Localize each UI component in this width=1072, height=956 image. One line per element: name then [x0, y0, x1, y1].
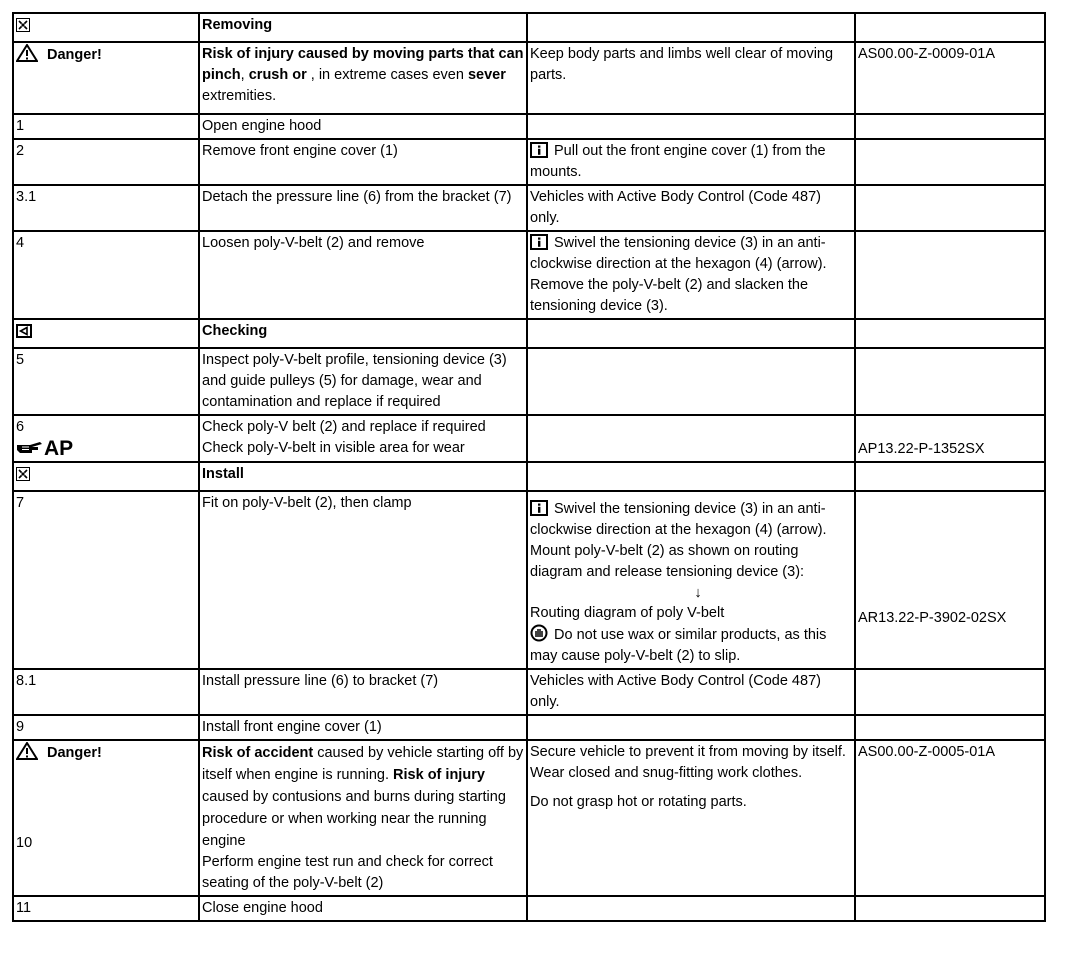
danger-row — [13, 42, 1045, 114]
step-number: 3.1 — [13, 185, 199, 231]
removing-icon — [16, 18, 30, 32]
step-number: 5 — [13, 348, 199, 415]
section-icon-cell — [13, 13, 199, 42]
routing-diagram-label: Routing diagram of poly V-belt — [530, 605, 725, 621]
step-row — [13, 896, 1045, 921]
step-text: Inspect poly-V-belt profile, tensioning device (3) and guide pulleys (5) for damage, wear and contamination and replace if required — [199, 348, 527, 415]
step-note: Swivel the tensioning device (3) in an anti-clockwise direction at the hexagon (4) (arrow). Remove the poly-V-belt (2) and slacken the tensioning device (3). — [530, 235, 827, 314]
step-note: Swivel the tensioning device (3) in an anti-clockwise direction at the hexagon (4) (arrow). Mount poly-V-belt (2) as shown on routing diagram and release tensioning device (3): — [530, 501, 827, 580]
danger-label: Danger! — [47, 47, 102, 63]
section-title: Removing — [199, 13, 527, 42]
danger-text: Risk of accident caused by vehicle starting off by itself when engine is running. Risk of injury caused by contusions and burns during starting procedure or when working near the running engine — [202, 745, 524, 849]
checking-icon — [16, 324, 32, 338]
step-note: Pull out the front engine cover (1) from the mounts. — [530, 143, 826, 180]
info-icon — [530, 234, 548, 250]
step-text: Install pressure line (6) to bracket (7) — [199, 669, 527, 715]
step-note: Vehicles with Active Body Control (Code 487) only. — [527, 669, 855, 715]
step-text-secondary: Check poly-V-belt in visible area for wear — [202, 440, 465, 456]
step-text: Remove front engine cover (1) — [199, 139, 527, 185]
install-icon — [16, 467, 30, 481]
info-icon — [530, 142, 548, 158]
danger-measure: Wear closed and snug-fitting work clothes. — [530, 765, 803, 781]
step-note: Vehicles with Active Body Control (Code 487) only. — [527, 185, 855, 231]
step-text: Loosen poly-V-belt (2) and remove — [199, 231, 527, 319]
step-row — [13, 114, 1045, 139]
step-row — [13, 415, 1045, 462]
step-row — [13, 348, 1045, 415]
document-reference-link[interactable]: AR13.22-P-3902-02SX — [858, 609, 1007, 626]
step-row — [13, 669, 1045, 715]
warning-triangle-icon — [16, 44, 38, 62]
step-text: Check poly-V belt (2) and replace if required — [202, 419, 486, 435]
document-reference-link[interactable]: AP13.22-P-1352SX — [858, 441, 985, 457]
section-row-checking — [13, 319, 1045, 348]
step-number: 9 — [13, 715, 199, 740]
ap-reference-mark: AP — [16, 438, 196, 460]
step-text: Close engine hood — [199, 896, 527, 921]
step-row — [13, 139, 1045, 185]
caution-icon — [530, 624, 548, 642]
danger-label: Danger! — [47, 745, 102, 761]
section-title: Checking — [199, 319, 527, 348]
step-number: 6 — [16, 419, 25, 435]
section-row-removing — [13, 13, 1045, 42]
danger-text: Risk of injury caused by moving parts that can pinch, crush or , in extreme cases even sever extremities. — [199, 42, 527, 114]
step-number: 1 — [13, 114, 199, 139]
step-text: Detach the pressure line (6) from the bracket (7) — [199, 185, 527, 231]
step-row — [13, 185, 1045, 231]
step-number: 10 — [16, 835, 33, 851]
danger-measure: Do not grasp hot or rotating parts. — [530, 794, 747, 810]
section-row-install — [13, 462, 1045, 491]
step-text: Open engine hood — [199, 114, 527, 139]
step-text: Install front engine cover (1) — [199, 715, 527, 740]
danger-measure: Secure vehicle to prevent it from moving by itself. — [530, 744, 846, 760]
arrow-down-icon: ↓ — [694, 585, 702, 601]
procedure-table — [12, 12, 1046, 922]
step-number: 11 — [13, 896, 199, 921]
step-row — [13, 715, 1045, 740]
caution-text: Do not use wax or similar products, as this may cause poly-V-belt (2) to slip. — [530, 627, 827, 664]
warning-triangle-icon — [16, 742, 38, 760]
step-text: Fit on poly-V-belt (2), then clamp — [199, 491, 527, 669]
step-number: 4 — [13, 231, 199, 319]
danger-measure: Keep body parts and limbs well clear of moving parts. — [527, 42, 855, 114]
step-text: Perform engine test run and check for correct seating of the poly-V-belt (2) — [202, 854, 493, 891]
step-row — [13, 231, 1045, 319]
step-number: 7 — [13, 491, 199, 669]
step-number: 8.1 — [13, 669, 199, 715]
step-row — [13, 491, 1045, 669]
danger-row — [13, 740, 1045, 896]
pointing-hand-icon — [16, 440, 44, 456]
document-reference: AS00.00-Z-0009-01A — [855, 42, 1045, 114]
section-title: Install — [199, 462, 527, 491]
info-icon — [530, 500, 548, 516]
step-number: 2 — [13, 139, 199, 185]
document-reference: AS00.00-Z-0005-01A — [855, 740, 1045, 896]
